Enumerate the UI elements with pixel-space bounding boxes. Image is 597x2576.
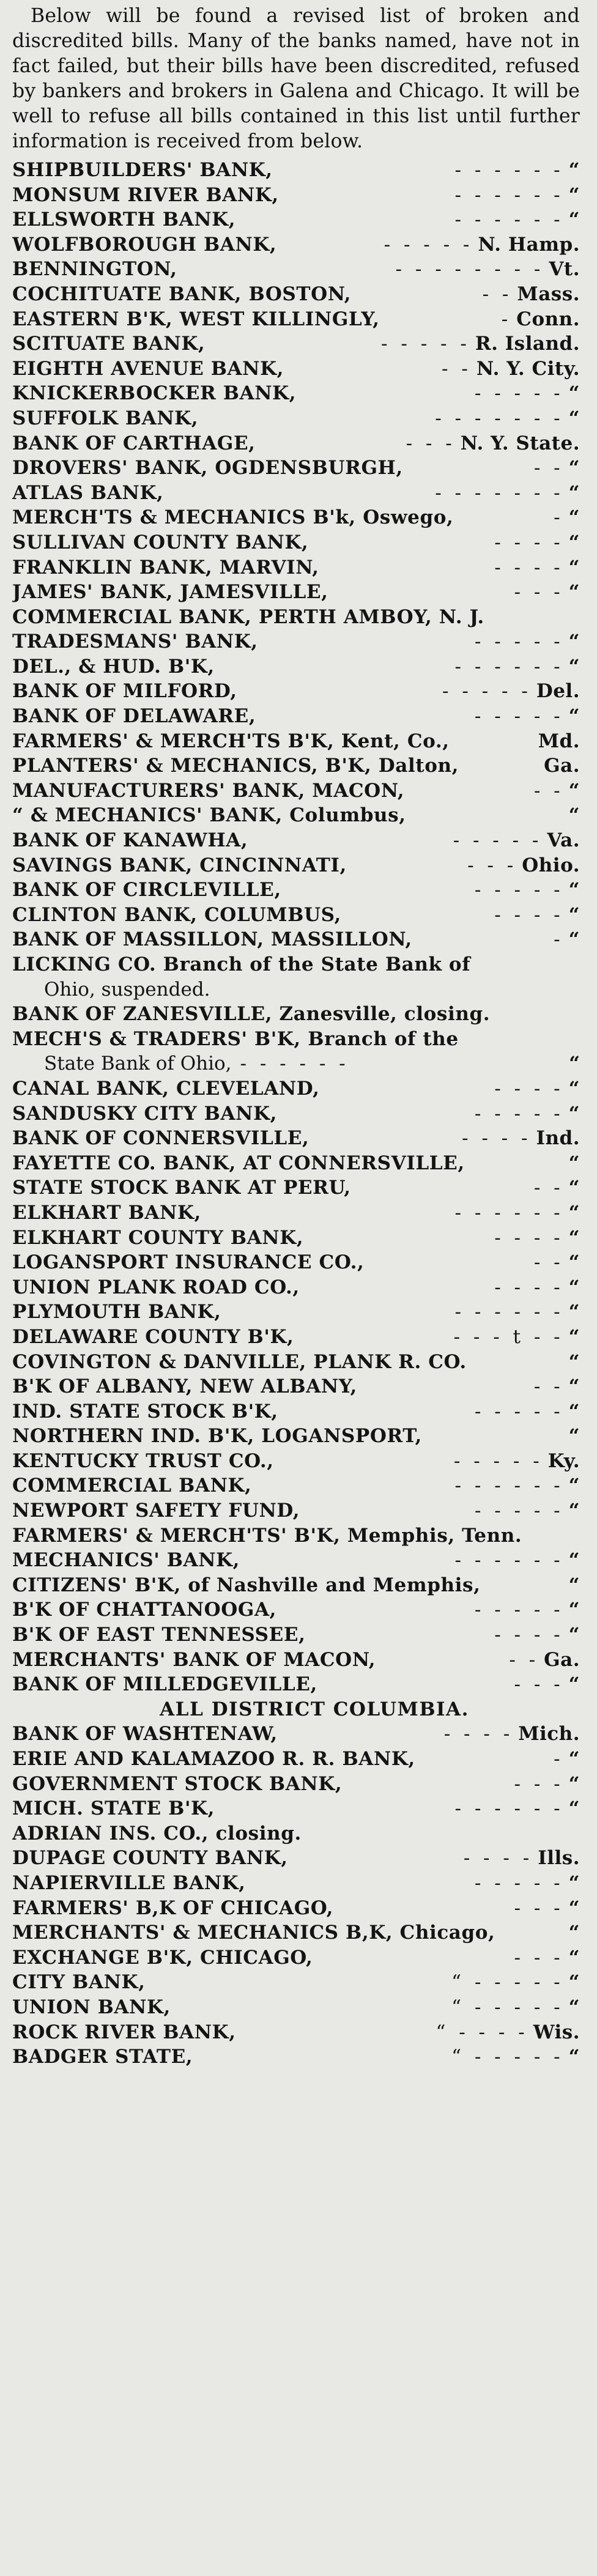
bank-name: EIGHTH AVENUE BANK,: [12, 357, 284, 380]
state-label: “: [568, 1475, 580, 1497]
state-label: “: [568, 407, 580, 429]
bank-name-continuation: [12, 977, 580, 1002]
bank-entry: [12, 1747, 580, 1772]
intro-text: Below will be found a revised list of broken and discredited bills. Many of the banks named, have not in fact failed, but their bills have been discredited, refused by bankers and brokers in Galena and Chicago. It will be well to refuse all bills contained in this list until further information is received from below.: [12, 5, 580, 152]
bank-entry: [12, 1846, 580, 1871]
state-label: Ind.: [536, 1127, 580, 1150]
state-label: “: [568, 556, 580, 579]
bank-name: FARMERS' B,K OF CHICAGO,: [12, 1897, 333, 1919]
bank-entry: [12, 555, 580, 580]
bank-name: FRANKLIN BANK, MARVIN,: [12, 556, 319, 579]
bank-entry: [12, 1498, 580, 1523]
bank-name: SULLIVAN COUNTY BANK,: [12, 531, 309, 553]
dash-leader: - - - - -: [442, 680, 532, 703]
dash-leader: - - - - - -: [454, 183, 564, 206]
bank-name: JAMES' BANK, JAMESVILLE,: [12, 581, 328, 604]
bank-name: B'K OF ALBANY, NEW ALBANY,: [12, 1375, 357, 1398]
state-label: “: [568, 928, 580, 951]
dash-leader: - - - - - - -: [435, 481, 564, 504]
bank-entry: [12, 1772, 580, 1797]
bank-entry: [12, 282, 580, 307]
bank-name: BANK OF ZANESVILLE, Zanesville, closing.: [12, 1003, 491, 1026]
bank-entry: [12, 1151, 580, 1176]
dash-leader: - -: [482, 283, 513, 305]
dash-leader: - - - - -: [474, 1400, 564, 1423]
bank-entry: [12, 1945, 580, 1971]
dash-leader: “ - - - -: [436, 2021, 528, 2043]
state-label: “: [568, 1152, 580, 1174]
bank-entry: [12, 505, 580, 530]
bank-entry: [12, 1473, 580, 1498]
bank-name: DROVERS' BANK, OGDENSBURGH,: [12, 457, 403, 479]
bank-entry: [12, 2020, 580, 2045]
bank-name: SAVINGS BANK, CINCINNATI,: [12, 854, 347, 876]
bank-entry: [12, 1896, 580, 1921]
bank-name: MECHANICS' BANK,: [12, 1549, 240, 1572]
bank-name: BANK OF MILLEDGEVILLE,: [12, 1673, 317, 1696]
state-label: “: [568, 209, 580, 231]
state-label: Del.: [536, 680, 580, 703]
state-label: “: [568, 705, 580, 728]
bank-entry: [12, 232, 580, 257]
bank-name: B'K OF EAST TENNESSEE,: [12, 1624, 306, 1646]
bank-entry: [12, 1424, 580, 1449]
dash-leader: - - - - - -: [240, 1053, 349, 1075]
state-label: “: [568, 1549, 580, 1572]
state-label: “: [568, 1599, 580, 1621]
bank-entry: [12, 1175, 580, 1201]
dash-leader: - -: [533, 779, 564, 802]
bank-name: MERCHANTS' & MECHANICS B,K, Chicago,: [12, 1922, 495, 1944]
continuation-text: Ohio, suspended.: [44, 978, 210, 1001]
bank-entry: [12, 1995, 580, 2020]
dash-leader: -: [554, 928, 564, 951]
bank-name: FARMERS' & MERCH'TS' B'K, Memphis, Tenn.: [12, 1524, 522, 1547]
dash-leader: - - - -: [494, 556, 564, 579]
bank-entry: [12, 183, 580, 208]
bank-entry: [12, 878, 580, 903]
bank-entry: [12, 1920, 580, 1945]
bank-name: COCHITUATE BANK, BOSTON,: [12, 283, 352, 305]
state-label: “: [568, 1971, 580, 1994]
state-label: “: [568, 531, 580, 553]
dash-leader: - - - - -: [474, 1599, 564, 1621]
dash-leader: - - - - -: [474, 879, 564, 901]
dash-leader: - -: [509, 1648, 540, 1671]
state-label: Ills.: [538, 1847, 580, 1870]
bank-entry: [12, 1126, 580, 1151]
bank-name: GOVERNMENT STOCK BANK,: [12, 1772, 343, 1795]
bank-entry: [12, 1027, 580, 1076]
dash-leader: - - - - - -: [454, 1201, 564, 1224]
dash-leader: - - - -: [494, 1276, 564, 1298]
bank-entry: [12, 1226, 580, 1251]
bank-name: STATE STOCK BANK AT PERU,: [12, 1177, 351, 1199]
bank-entry: [12, 903, 580, 928]
bank-entry: [12, 580, 580, 605]
dash-leader: - - - -: [494, 903, 564, 926]
bank-name: BANK OF CIRCLEVILLE,: [12, 879, 281, 901]
bank-name: KNICKERBOCKER BANK,: [12, 382, 297, 405]
state-label: “: [568, 1400, 580, 1423]
dash-leader: “ - - - - -: [451, 2046, 564, 2068]
dash-leader: “ - - - - -: [451, 1971, 564, 1994]
intro-paragraph: [12, 4, 580, 154]
dash-leader: - - - - - - - -: [395, 258, 544, 281]
bank-entry: [12, 331, 580, 357]
bank-name: EASTERN B'K, WEST KILLINGLY,: [12, 308, 380, 330]
dash-leader: - - - - -: [381, 333, 470, 355]
bank-name: BANK OF DELAWARE,: [12, 705, 256, 728]
bank-entry: [12, 679, 580, 704]
bank-entry: [12, 1250, 580, 1275]
dash-leader: - - -: [514, 581, 564, 604]
bank-name: PLANTERS' & MECHANICS, B'K, Dalton,: [12, 755, 459, 777]
state-label: “: [568, 1574, 580, 1596]
dash-leader: - - - - - - -: [435, 407, 564, 429]
bank-entry: [12, 456, 580, 481]
dash-leader: - -: [533, 1177, 564, 1199]
state-label: “: [568, 581, 580, 604]
state-label: “: [568, 1797, 580, 1820]
state-label: “: [568, 1772, 580, 1795]
bank-name: DELAWARE COUNTY B'K,: [12, 1325, 294, 1348]
state-label: Wis.: [533, 2021, 580, 2043]
bank-name: BENNINGTON,: [12, 258, 177, 281]
state-label: “: [568, 1201, 580, 1224]
state-label: “: [568, 1301, 580, 1323]
bank-name: UNION BANK,: [12, 1996, 171, 2018]
bank-entry: [12, 1449, 580, 1474]
bank-entry: [12, 1076, 580, 1101]
bank-name: UNION PLANK ROAD CO.,: [12, 1276, 300, 1298]
state-label: “: [568, 1276, 580, 1298]
bank-entry: [12, 1325, 580, 1350]
state-label: “: [568, 1226, 580, 1249]
bank-entry: [12, 1821, 580, 1846]
bank-entry: [12, 158, 580, 183]
bank-name: PLYMOUTH BANK,: [12, 1301, 221, 1323]
dash-leader: - - -: [514, 1946, 564, 1969]
dash-leader: - - - - -: [453, 829, 543, 852]
bank-entry: [12, 729, 580, 754]
state-label: Ga.: [544, 755, 580, 777]
bank-entry: [12, 481, 580, 506]
state-label: “: [568, 183, 580, 206]
bank-name: MERCH'TS & MECHANICS B'k, Oswego,: [12, 506, 454, 529]
dash-leader: - - - - -: [474, 1500, 564, 1522]
bank-entry: [12, 1722, 580, 1747]
dash-leader: - -: [442, 357, 472, 380]
bank-entry: [12, 1399, 580, 1424]
state-label: “: [568, 1177, 580, 1199]
dash-leader: - - -: [514, 1897, 564, 1919]
bank-name: ADRIAN INS. CO., closing.: [12, 1822, 302, 1845]
state-label: “: [568, 1425, 580, 1448]
bank-name: SHIPBUILDERS' BANK,: [12, 159, 273, 181]
bank-entry: [12, 1350, 580, 1375]
bank-entry: [12, 530, 580, 555]
state-label: “: [568, 1673, 580, 1696]
bank-entry: [12, 1002, 580, 1027]
bank-entry: [12, 257, 580, 282]
state-label: “: [568, 1102, 580, 1125]
bank-entry: [12, 779, 580, 804]
bank-name: LOGANSPORT INSURANCE CO.,: [12, 1251, 365, 1274]
dash-leader: - - -: [514, 1772, 564, 1795]
bank-name: CANAL BANK, CLEVELAND,: [12, 1077, 320, 1100]
state-label: N. Y. State.: [460, 432, 580, 454]
bank-entry: [12, 406, 580, 431]
state-label: N. Y. City.: [476, 357, 580, 380]
bank-name: BANK OF KANAWHA,: [12, 829, 248, 852]
state-label: R. Island.: [475, 333, 580, 355]
bank-entry: [12, 629, 580, 654]
state-label: “: [568, 2046, 580, 2068]
bank-name: BANK OF WASHTENAW,: [12, 1723, 278, 1745]
bank-entry: [12, 1796, 580, 1821]
dash-leader: - - - -: [494, 531, 564, 553]
bank-entry: [12, 431, 580, 456]
bank-entry: [12, 803, 580, 828]
bank-name: ERIE AND KALAMAZOO R. R. BANK,: [12, 1748, 415, 1770]
dash-leader: - - - t - -: [453, 1325, 564, 1348]
bank-name: NAPIERVILLE BANK,: [12, 1871, 246, 1894]
state-label: “: [568, 779, 580, 802]
state-label: “: [568, 1624, 580, 1646]
bank-name: MANUFACTURERS' BANK, MACON,: [12, 779, 405, 802]
dash-leader: - - - -: [494, 1077, 564, 1100]
state-label: “: [568, 506, 580, 529]
bank-name: SUFFOLK BANK,: [12, 407, 199, 429]
bank-name: SCITUATE BANK,: [12, 333, 206, 355]
state-label: “: [568, 481, 580, 504]
state-label: “: [568, 879, 580, 901]
bank-name: “ & MECHANICS' BANK, Columbus,: [12, 804, 406, 827]
dash-leader: - - - - -: [474, 705, 564, 728]
state-label: “: [568, 382, 580, 405]
bank-name: BANK OF MASSILLON, MASSILLON,: [12, 928, 412, 951]
bank-entry: [12, 828, 580, 853]
state-label: Va.: [547, 829, 580, 852]
bank-entry: [12, 605, 580, 630]
dash-leader: - - - - - -: [454, 209, 564, 231]
dash-leader: - - - - - -: [454, 1475, 564, 1497]
dash-leader: - - - - -: [474, 382, 564, 405]
dash-leader: - -: [533, 457, 564, 479]
dash-leader: - - - - -: [474, 1871, 564, 1894]
bank-name: MECH'S & TRADERS' B'K, Branch of the: [12, 1027, 459, 1050]
bank-entry: [12, 1672, 580, 1697]
state-label: Mass.: [517, 283, 580, 305]
state-label: “: [568, 1996, 580, 2018]
bank-entry: [12, 2045, 580, 2070]
bank-name: KENTUCKY TRUST CO.,: [12, 1449, 274, 1472]
dash-leader: - -: [533, 1375, 564, 1398]
bank-entry: [12, 1201, 580, 1226]
dash-leader: -: [501, 308, 512, 330]
bank-name: WOLFBOROUGH BANK,: [12, 233, 277, 256]
bank-name: ELKHART BANK,: [12, 1201, 201, 1224]
bank-name: COMMERCIAL BANK, PERTH AMBOY, N. J.: [12, 605, 484, 628]
bank-entry: [12, 1871, 580, 1896]
dash-leader: -: [554, 1748, 564, 1770]
state-label: “: [568, 1897, 580, 1919]
state-label: N. Hamp.: [478, 233, 580, 256]
bank-entry: [12, 1970, 580, 1995]
state-label: Md.: [538, 730, 580, 752]
bank-name: ROCK RIVER BANK,: [12, 2021, 236, 2043]
bank-name: MERCHANTS' BANK OF MACON,: [12, 1648, 376, 1671]
bank-entry: [12, 704, 580, 729]
bank-name: CLINTON BANK, COLUMBUS,: [12, 903, 341, 926]
bank-name: TRADESMANS' BANK,: [12, 631, 258, 653]
bank-name: ELLSWORTH BANK,: [12, 209, 236, 231]
bank-name: NORTHERN IND. B'K, LOGANSPORT,: [12, 1425, 422, 1448]
state-label: Vt.: [549, 258, 580, 281]
bank-name: EXCHANGE B'K, CHICAGO,: [12, 1946, 313, 1969]
state-label: “: [568, 1748, 580, 1770]
state-label: “: [568, 159, 580, 181]
bank-entry: [12, 853, 580, 878]
bank-name: ALL DISTRICT COLUMBIA.: [160, 1698, 469, 1720]
dash-leader: - - - -: [462, 1127, 532, 1150]
dash-leader: - - - -: [494, 1226, 564, 1249]
bank-entry: [12, 1101, 580, 1127]
bank-entry: [12, 1697, 580, 1722]
state-label: “: [569, 1053, 580, 1075]
bank-name: ATLAS BANK,: [12, 481, 164, 504]
bank-name: DUPAGE COUNTY BANK,: [12, 1847, 288, 1870]
dash-leader: - - - -: [494, 1624, 564, 1646]
dash-leader: - - - -: [463, 1847, 533, 1870]
bank-entry: [12, 1523, 580, 1549]
state-label: “: [568, 457, 580, 479]
state-label: Mich.: [518, 1723, 580, 1745]
bank-name: LICKING CO. Branch of the State Bank of: [12, 953, 471, 975]
continuation-text: State Bank of Ohio,: [44, 1053, 232, 1075]
bank-list: [12, 158, 580, 2070]
bank-name: SANDUSKY CITY BANK,: [12, 1102, 278, 1125]
state-label: “: [568, 804, 580, 827]
bank-entry: [12, 1648, 580, 1673]
bank-name: DEL., & HUD. B'K,: [12, 655, 215, 678]
state-label: “: [568, 1946, 580, 1969]
state-label: “: [568, 903, 580, 926]
bank-name: ELKHART COUNTY BANK,: [12, 1226, 304, 1249]
bank-entry: [12, 1548, 580, 1573]
bank-entry: [12, 927, 580, 952]
bank-name-continuation: [12, 1051, 580, 1076]
state-label: “: [568, 1350, 580, 1373]
dash-leader: - - -: [514, 1673, 564, 1696]
bank-name: MONSUM RIVER BANK,: [12, 183, 279, 206]
dash-leader: -: [554, 506, 564, 529]
dash-leader: - - - - -: [474, 1102, 564, 1125]
state-label: Ohio.: [522, 854, 580, 876]
bank-name: MICH. STATE B'K,: [12, 1797, 215, 1820]
bank-name: IND. STATE STOCK B'K,: [12, 1400, 278, 1423]
bank-entry: [12, 1300, 580, 1325]
dash-leader: - - -: [406, 432, 456, 454]
bank-name: COMMERCIAL BANK,: [12, 1475, 252, 1497]
state-label: “: [568, 1251, 580, 1274]
bank-name: CITIZENS' B'K, of Nashville and Memphis,: [12, 1574, 481, 1596]
bank-name: FAYETTE CO. BANK, AT CONNERSVILLE,: [12, 1152, 465, 1174]
bank-entry: [12, 1623, 580, 1648]
bank-entry: [12, 753, 580, 779]
bank-entry: [12, 1597, 580, 1623]
bank-name: B'K OF CHATTANOOGA,: [12, 1599, 277, 1621]
state-label: “: [568, 1500, 580, 1522]
bank-entry: [12, 207, 580, 232]
bank-entry: [12, 307, 580, 332]
state-label: “: [568, 655, 580, 678]
bank-entry: [12, 1275, 580, 1300]
bank-entry: [12, 381, 580, 406]
state-label: “: [568, 1871, 580, 1894]
dash-leader: - - - -: [443, 1723, 514, 1745]
dash-leader: - - - - -: [474, 631, 564, 653]
state-label: Ga.: [544, 1648, 580, 1671]
dash-leader: - - - - -: [453, 1449, 543, 1472]
state-label: “: [568, 631, 580, 653]
state-label: Conn.: [516, 308, 580, 330]
bank-entry: [12, 1374, 580, 1399]
dash-leader: - - - - - -: [454, 159, 564, 181]
state-label: “: [568, 1325, 580, 1348]
dash-leader: - - - - - -: [454, 1797, 564, 1820]
bank-entry: [12, 357, 580, 382]
dash-leader: - - - - - -: [454, 1301, 564, 1323]
bank-name: BADGER STATE,: [12, 2046, 193, 2068]
bank-name: FARMERS' & MERCH'TS B'K, Kent, Co.,: [12, 730, 450, 752]
state-label: “: [568, 1922, 580, 1944]
bank-entry: [12, 952, 580, 1002]
state-label: “: [568, 1375, 580, 1398]
state-label: Ky.: [547, 1449, 580, 1472]
dash-leader: - - - - -: [384, 233, 473, 256]
bank-name: BANK OF MILFORD,: [12, 680, 237, 703]
bank-name: BANK OF CARTHAGE,: [12, 432, 256, 454]
dash-leader: - - - - - -: [454, 1549, 564, 1572]
dash-leader: - -: [533, 1251, 564, 1274]
bank-name: BANK OF CONNERSVILLE,: [12, 1127, 310, 1150]
dash-leader: - - -: [467, 854, 517, 876]
dash-leader: “ - - - - -: [451, 1996, 564, 2018]
dash-leader: - - - - - -: [454, 655, 564, 678]
bank-entry: [12, 654, 580, 679]
bank-name: CITY BANK,: [12, 1971, 146, 1994]
state-label: “: [568, 1077, 580, 1100]
bank-entry: [12, 1573, 580, 1598]
bank-name: COVINGTON & DANVILLE, PLANK R. CO.: [12, 1350, 467, 1373]
bank-name: NEWPORT SAFETY FUND,: [12, 1500, 300, 1522]
